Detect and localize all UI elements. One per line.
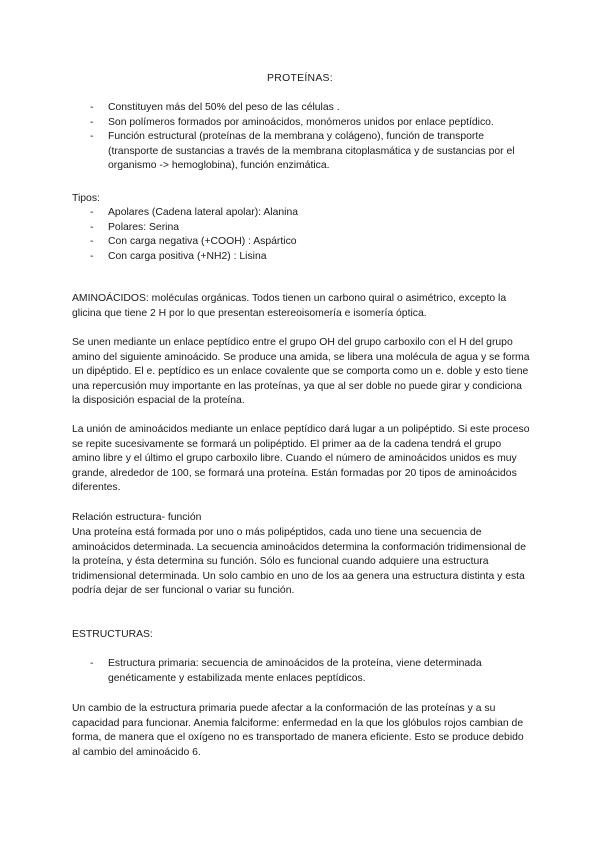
union-paragraph: La unión de aminoácidos mediante un enlace peptídico dará lugar a un polipéptido. Si este proceso se repite sucesivamente se formará un polipéptido. El primer aa de la cadena tendrá el grupo amino libre y el último el grupo carboxilo libre. Cuando el número de aminoácidos unidos es muy grande, alrededor de 100, se formará una proteína. Están formadas por 20 tipos de aminoácidos diferentes. [72, 424, 530, 494]
relacion-paragraph: Una proteína está formada por uno o más polipéptidos, cada uno tiene una secuencia de aminoácidos determinada. La secuencia aminoácidos determina la conformación tridimensional de la proteína, y ésta determina su función. Sólo es funcional cuando adquiere una estructura tridimensional determinada. Un solo cambio en uno de los aa genera una estructura distinta y esta podría dejar de ser funcional o variar su función. [72, 527, 526, 597]
aminoacidos-paragraph: AMINOÁCIDOS: moléculas orgánicas. Todos tienen un carbono quiral o asimétrico, excepto la glicina que tiene 2 H por lo que presentan estereoisomería e isomería óptica. [72, 293, 507, 319]
enlace-paragraph: Se unen mediante un enlace peptídico entre el grupo OH del grupo carboxilo con el H del grupo amino del siguiente aminoácido. Se produce una amida, se libera una molécula de agua y se forma un dipéptido. El e. peptídico es un enlace covalente que se comporta como un e. doble y esto tiene una repercusión muy importante en las proteínas, ya que al ser doble no puede girar y condiciona la disposición espacial de la proteína. [72, 337, 530, 407]
cambio-paragraph: Un cambio de la estructura primaria puede afectar a la conformación de las proteínas y a su capacidad para funcionar. Anemia falciforme: enfermedad en la que los glóbulos rojos cambian de forma, de manera que el oxígeno no es transportado de manera eficiente. Esto se produce debido al cambio del aminoácido 6. [72, 703, 524, 758]
bullet-dash: - [90, 221, 94, 233]
list-item [90, 657, 530, 686]
list-item [90, 250, 530, 265]
page-title: PROTEÍNAS: [267, 73, 333, 84]
list-item [90, 235, 530, 250]
list-item-text: Función estructural (proteínas de la membrana y colágeno), función de transporte (transporte de sustancias a través de la membrana citoplasmática y de sustancias por el organismo -> hemoglobina), función enzimática. [108, 131, 515, 172]
bullet-dash: - [90, 250, 94, 262]
list-item-text: Son polímeros formados por aminoácidos, monómeros unidos por enlace peptídico. [108, 116, 494, 128]
list-item [90, 116, 530, 131]
list-item-text: Estructura primaria: secuencia de aminoácidos de la proteína, viene determinada genéticamente y estabilizada mente enlaces peptídicos. [108, 658, 482, 684]
list-item [90, 206, 530, 221]
intro-bullet-list [90, 101, 530, 174]
list-item-text: Con carga positiva (+NH2) : Lisina [108, 250, 267, 262]
list-item-text: Con carga negativa (+COOH) : Aspártico [108, 236, 297, 248]
estructuras-bullet-list [90, 657, 530, 686]
list-item-text: Constituyen más del 50% del peso de las células . [108, 102, 340, 113]
bullet-dash: - [90, 236, 94, 248]
list-item [90, 101, 530, 116]
bullet-dash: - [90, 207, 94, 218]
bullet-dash: - [90, 102, 94, 113]
tipos-heading: Tipos: [72, 193, 100, 204]
list-item [90, 130, 530, 174]
list-item-text: Apolares (Cadena lateral apolar): Alanina [108, 207, 299, 218]
relacion-heading: Relación estructura- función [72, 512, 202, 523]
bullet-dash: - [90, 131, 94, 143]
list-item-text: Polares: Serina [108, 221, 180, 233]
bullet-dash: - [90, 116, 94, 128]
tipos-bullet-list [90, 206, 530, 264]
list-item [90, 221, 530, 236]
estructuras-heading: ESTRUCTURAS: [72, 629, 153, 640]
bullet-dash: - [90, 658, 94, 669]
